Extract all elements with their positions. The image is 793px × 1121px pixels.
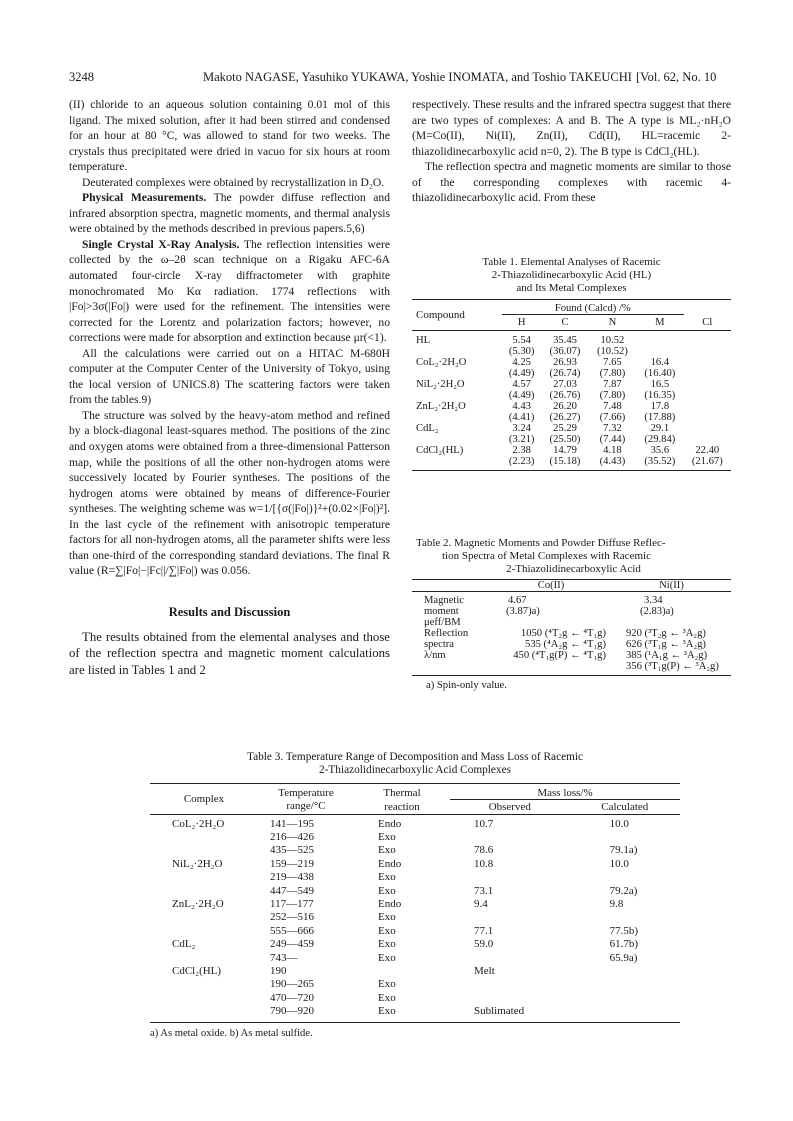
row-label: μeff/BM [424,617,461,628]
col-header-h: H [517,317,526,328]
table-row [412,401,731,412]
table-row [412,379,731,390]
found-cell: 7.48 [603,401,622,412]
calculated-cell [570,978,680,991]
complex-cell [150,911,258,924]
compound-cell: CdCl₂(HL) [416,445,464,456]
observed-cell: 73.1 [474,884,494,897]
col-header-found: Found (Calcd) /% [502,300,684,315]
paragraph: (II) chloride to an aqueous solution containing 0.01 mol of this ligand. The mixed solution, after it had been stirred and condensed for an hour at 80 °C, was allowed to stand for two weeks. The crystals thus precipitated were dried in vacuo for six hours at room temperature. [69,98,390,174]
reaction-cell: Exo [378,938,396,951]
table-row [150,1005,680,1022]
table-row [412,368,731,379]
calcd-cell: (7.80) [599,390,626,401]
col-header-co: Co(II) [537,580,565,591]
calculated-cell [570,1005,680,1022]
found-cell [636,331,683,347]
table-row [412,390,731,401]
calcd-cell: (4.41) [508,412,535,423]
table-row [150,925,680,938]
run-in-heading: Physical Measurements. [82,191,207,205]
table-3-footnote: a) As metal oxide. b) As metal sulfide. [150,1027,313,1039]
cell: (2.83)a) [640,606,674,617]
cell: 4.67 [508,595,527,606]
table-row [412,357,731,368]
found-cell: 4.57 [512,379,531,390]
row-label: Magnetic [424,595,465,606]
calcd-cell: (26.74) [549,368,581,379]
found-cell: 17.8 [650,401,670,412]
paragraph: Deuterated complexes were obtained by recrystallization in D₂O. [82,175,385,189]
running-head-journal: [Vol. 62, No. 10 [636,70,717,84]
calcd-cell: (36.07) [549,346,581,357]
range-cell: 249—459 [270,938,314,951]
found-cell: 27.03 [553,379,577,390]
complex-cell [150,844,258,857]
compound-cell: NiL₂·2H₂O [416,379,465,390]
observed-cell: 9.4 [474,897,488,910]
calcd-cell: (21.67) [691,456,723,467]
complex-cell: CoL₂·2H₂O [172,817,225,830]
calculated-cell: 65.9a) [609,951,638,964]
col-header-complex: Complex [183,792,225,805]
calcd-cell: (29.84) [644,434,676,445]
table-row [150,978,680,991]
found-cell: 5.54 [512,335,531,346]
found-cell: 22.40 [695,445,720,456]
found-cell [684,423,731,434]
table-row [412,346,731,357]
table-row [150,992,680,1005]
table-row [412,434,731,445]
observed-cell [450,978,570,991]
paragraph: All the calculations were carried out on a HITAC M-680H computer at the Computer Center of the University of Tokyo, using the local version of UNICS.8) The scattering factors were taken from the tables.9) [69,346,390,407]
table-row [150,965,680,978]
compound-cell: ZnL₂·2H₂O [416,401,466,412]
table-row [412,445,731,456]
complex-cell [150,925,258,938]
range-cell: 216—426 [270,830,314,843]
table-row [150,938,680,951]
complex-cell [150,885,258,898]
table-1-caption: Table 1. Elemental Analyses of Racemic 2-Thiazolidinecarboxylic Acid (HL) and Its Metal Complexes [482,256,661,294]
complex-cell [150,992,258,1005]
reaction-cell: Exo [378,844,396,857]
col-header-compound: Compound [416,309,465,321]
table-row [150,952,680,965]
calcd-cell: (26.76) [549,390,581,401]
cell: 626 (³T₁g ← ³A₂g) [626,639,706,650]
table-row [150,898,680,911]
calculated-cell [570,992,680,1005]
range-cell: 141—195 [270,817,314,830]
reaction-cell: Exo [378,951,396,964]
calcd-cell [684,434,731,445]
found-cell: 4.25 [512,357,531,368]
calcd-cell [684,368,731,379]
calculated-cell [570,831,680,844]
col-header-cl: Cl [702,316,713,328]
calcd-cell: (15.18) [549,456,581,467]
calculated-cell: 10.0 [609,817,629,830]
calcd-cell: (4.49) [508,390,535,401]
found-cell: 7.65 [603,357,622,368]
table-row [150,885,680,898]
table-row [412,331,731,347]
calcd-cell: (16.35) [644,390,676,401]
observed-cell [450,952,570,965]
found-cell: 16.4 [650,357,670,368]
range-cell: 117—177 [270,897,314,910]
reaction-cell: Exo [378,830,396,843]
run-in-heading: Single Crystal X-Ray Analysis. [82,237,240,251]
range-cell: 252—516 [270,911,314,924]
reaction-cell: Exo [378,871,396,884]
paragraph [69,190,390,237]
left-column [69,97,390,678]
calcd-cell: (7.80) [599,368,626,379]
calcd-cell: (26.27) [549,412,581,423]
reaction-cell: Exo [378,978,396,991]
paragraph [69,237,390,346]
compound-cell: CdL₂ [416,423,439,434]
calculated-cell [570,871,680,884]
observed-cell [450,992,570,1005]
found-cell: 7.87 [603,379,622,390]
paragraph-text: The powder diffuse reflection and infrared absorption spectra, magnetic moments, and thermal analysis were obtained by the methods described in previous papers.5,6) [69,191,390,236]
observed-cell: 77.1 [474,924,494,937]
row-label: λ/nm [424,650,446,661]
compound-cell: CoL₂·2H₂O [416,357,467,368]
reaction-cell [354,965,450,978]
cell: 3.34 [644,595,663,606]
found-cell: 26.20 [553,401,577,412]
range-cell: 470—720 [270,991,314,1004]
row-label: Reflection [424,628,469,639]
complex-cell [150,978,258,991]
reaction-cell: Exo [378,884,396,897]
complex-cell [150,952,258,965]
calcd-cell [684,412,731,423]
found-cell [684,331,731,347]
cell: 450 (⁴T₁g(P) ← ⁴T₁g) [513,650,606,661]
observed-cell: 59.0 [474,938,494,951]
right-column [412,97,731,206]
reaction-cell: Exo [378,924,396,937]
paragraph: The reflection spectra and magnetic moments are similar to those of the corresponding complexes with racemic 4-thiazolidinecarboxylic acid. From these [412,160,731,205]
reaction-cell: Endo [378,857,402,870]
range-cell: 190—265 [270,978,314,991]
calculated-cell [570,965,680,978]
complex-cell [150,831,258,844]
observed-cell: 10.8 [474,857,494,870]
complex-cell: CdCl₂(HL) [172,964,222,977]
calcd-cell: (35.52) [644,456,676,467]
found-cell: 35.6 [650,445,670,456]
range-cell: 555—666 [270,924,314,937]
table-1 [412,256,731,471]
calcd-cell: (10.52) [596,346,628,357]
range-cell: 219—438 [270,871,314,884]
range-cell: 190 [270,964,287,977]
found-cell: 3.24 [512,423,531,434]
table-row [150,911,680,924]
page-number: 3248 [69,70,94,84]
paragraph-text: The reflection intensities were collected by the ω–2θ scan technique on a Rigaku AFC-6A automated four-circle X-ray diffractometer with graphite monochromated Mo Kα radiation. 1774 reflections with |Fo|>3σ(|Fo|) were used for the refinement. The intensities were corrected for the Lorentz and polarization factors; however, no corrections were made for absorption and extinction because μr(<1). [69,237,390,345]
col-header-c: C [561,317,569,328]
observed-cell: 78.6 [474,844,494,857]
found-cell: 7.32 [603,423,622,434]
calculated-cell: 79.2a) [609,884,638,897]
calcd-cell: (7.66) [599,412,626,423]
col-header-ni: Ni(II) [659,580,684,591]
observed-cell: Sublimated [474,1005,525,1018]
calculated-cell: 61.7b) [609,938,638,951]
range-cell: 159—219 [270,857,314,870]
found-cell [684,357,731,368]
reaction-cell: Exo [378,991,396,1004]
reaction-cell: Exo [378,1005,396,1018]
paragraph: The structure was solved by the heavy-atom method and refined by a block-diagonal least-squares method. The positions of the zinc and oxygen atoms were obtained from a three-dimensional Patterson map, while the positions of all the other non-hydrogen atoms were successively located by Fourier syntheses. The positions of the hydrogen atoms were obtained by means of difference-Fourier syntheses. The weighting scheme was w=1/[{σ(|Fo|)}²+(0.02×|Fo|)²]. In the last cycle of the refinement with anisotropic temperature factors for all non-hydrogen atoms, all the parameter shifts were less than one-third of the corresponding standard deviations. The final R value (R=∑|Fo|−|Fc||/∑|Fo|) was 0.056. [69,408,390,578]
calcd-cell: (25.50) [549,434,581,445]
found-cell: 14.79 [553,445,577,456]
range-cell: 790—920 [270,1005,314,1018]
table-row [412,456,731,471]
table-row [150,858,680,871]
calcd-cell: (4.49) [508,368,535,379]
reaction-cell: Endo [378,817,402,830]
calcd-cell [684,390,731,401]
calcd-cell: (2.23) [508,456,535,467]
calcd-cell [636,346,683,357]
compound-cell: HL [416,335,431,346]
cell: 535 (⁴A₂g ← ⁴T₁g) [525,639,606,650]
row-label: moment [424,606,459,617]
table-3-grid: Complex Temperature Thermal Mass loss/% range/°C reaction Observed Calculated CoL₂·2H₂O 141—195 Endo 10.7 10.0 216—426 Exo 435—525 Exo 78.6 79.1a) NiL₂·2H₂O 159—219 Endo 10.8 10.0 219—438 Exo 447—549 Exo 73.1 79.2a) ZnL₂·2H₂O 117—177 Endo 9.4 9.8 252—516 Exo 555—666 Exo 77.1 77.5b) CdL₂ 249—459 Exo 59.0 61.7b) 743— Exo 65.9a) CdCl₂(HL) 190 Melt 190—265 Exo 470—720 Exo 790—920 Exo Sublimated [150,783,680,1023]
cell: 920 (³T₂g ← ³A₂g) [626,628,706,639]
observed-cell [450,911,570,924]
found-cell: 10.52 [600,335,625,346]
section-heading: Results and Discussion [168,604,291,619]
complex-cell: ZnL₂·2H₂O [172,897,224,910]
table-2-grid [412,579,731,676]
found-cell [684,379,731,390]
calculated-cell: 9.8 [609,897,624,910]
found-cell: 4.43 [512,401,531,412]
running-head-authors: Makoto NAGASE, Yasuhiko YUKAWA, Yoshie INOMATA, and Toshio TAKEUCHI [203,70,632,84]
cell: 385 (¹A₁g ← ³A₂g) [626,650,708,661]
reaction-cell: Endo [378,897,402,910]
found-cell: 2.38 [512,445,531,456]
calculated-cell: 77.5b) [609,924,638,937]
found-cell: 29.1 [650,423,670,434]
complex-cell: NiL₂·2H₂O [172,857,223,870]
paragraph: respectively. These results and the infrared spectra suggest that there are two types of complexes: A and B. The A type is ML₂·nH₂O (M=Co(II), Ni(II), Zn(II), Cd(II), HL=racemic 2-thiazolidinecarboxylic acid n=0, 2). The B type is CdCl₂(HL). [412,98,731,158]
col-header-observed: Observed [488,800,531,813]
found-cell: 26.93 [553,357,577,368]
found-cell [684,401,731,412]
observed-cell: 10.7 [474,817,494,830]
found-cell: 35.45 [553,335,577,346]
table-row [412,423,731,434]
cell: (3.87)a) [506,606,540,617]
table-2 [412,537,731,691]
col-header-mass: Mass loss/% [450,784,680,800]
calculated-cell [570,911,680,924]
table-row [150,814,680,831]
calcd-cell: (4.43) [599,456,626,467]
found-cell: 16.5 [650,379,670,390]
range-cell: 743— [270,951,298,964]
table-row [412,412,731,423]
cell: 356 (³T₁g(P) ← ³A₂g) [626,661,719,672]
paragraph: The results obtained from the elemental analyses and those of the reflection spectra and magnetic moment calculations are listed in Tables 1 and 2 [69,629,390,677]
calcd-cell [684,346,731,357]
calculated-cell: 10.0 [609,857,629,870]
col-header-temp: Temperature [278,787,334,800]
cell: 1050 (⁴T₂g ← ⁴T₁g) [520,628,606,639]
table-row [150,844,680,857]
col-header-thermal: Thermal [383,787,421,800]
found-cell: 25.29 [553,423,577,434]
table-3-caption: Table 3. Temperature Range of Decomposition and Mass Loss of Racemic 2-Thiazolidinecarboxylic Acid Complexes [246,751,584,776]
table-3 [150,751,680,1039]
observed-cell [450,871,570,884]
range-cell: 435—525 [270,844,314,857]
range-cell: 447—549 [270,884,314,897]
found-cell: 4.18 [603,445,622,456]
complex-cell [150,1005,258,1022]
calcd-cell: (3.21) [508,434,535,445]
table-2-caption: Table 2. Magnetic Moments and Powder Diffuse Reflec- tion Spectra of Metal Complexes with Racemic 2-Thiazolidinecarboxylic Acid [416,537,666,575]
calcd-cell: (16.40) [644,368,676,379]
calcd-cell: (5.30) [508,346,535,357]
calcd-cell: (17.88) [644,412,676,423]
calcd-cell: (7.44) [599,434,626,445]
table-1-grid [412,299,731,471]
table-row [150,831,680,844]
observed-cell: Melt [474,964,495,977]
row-label: spectra [424,639,454,650]
col-header-m: M [655,317,665,328]
table-row [150,871,680,884]
reaction-cell: Exo [378,911,396,924]
col-header-calculated: Calculated [601,800,649,813]
complex-cell [150,871,258,884]
observed-cell [450,831,570,844]
table-2-footnote: a) Spin-only value. [426,680,507,691]
complex-cell: CdL₂ [172,938,196,951]
calculated-cell: 79.1a) [609,844,638,857]
col-header-n: N [608,317,617,328]
